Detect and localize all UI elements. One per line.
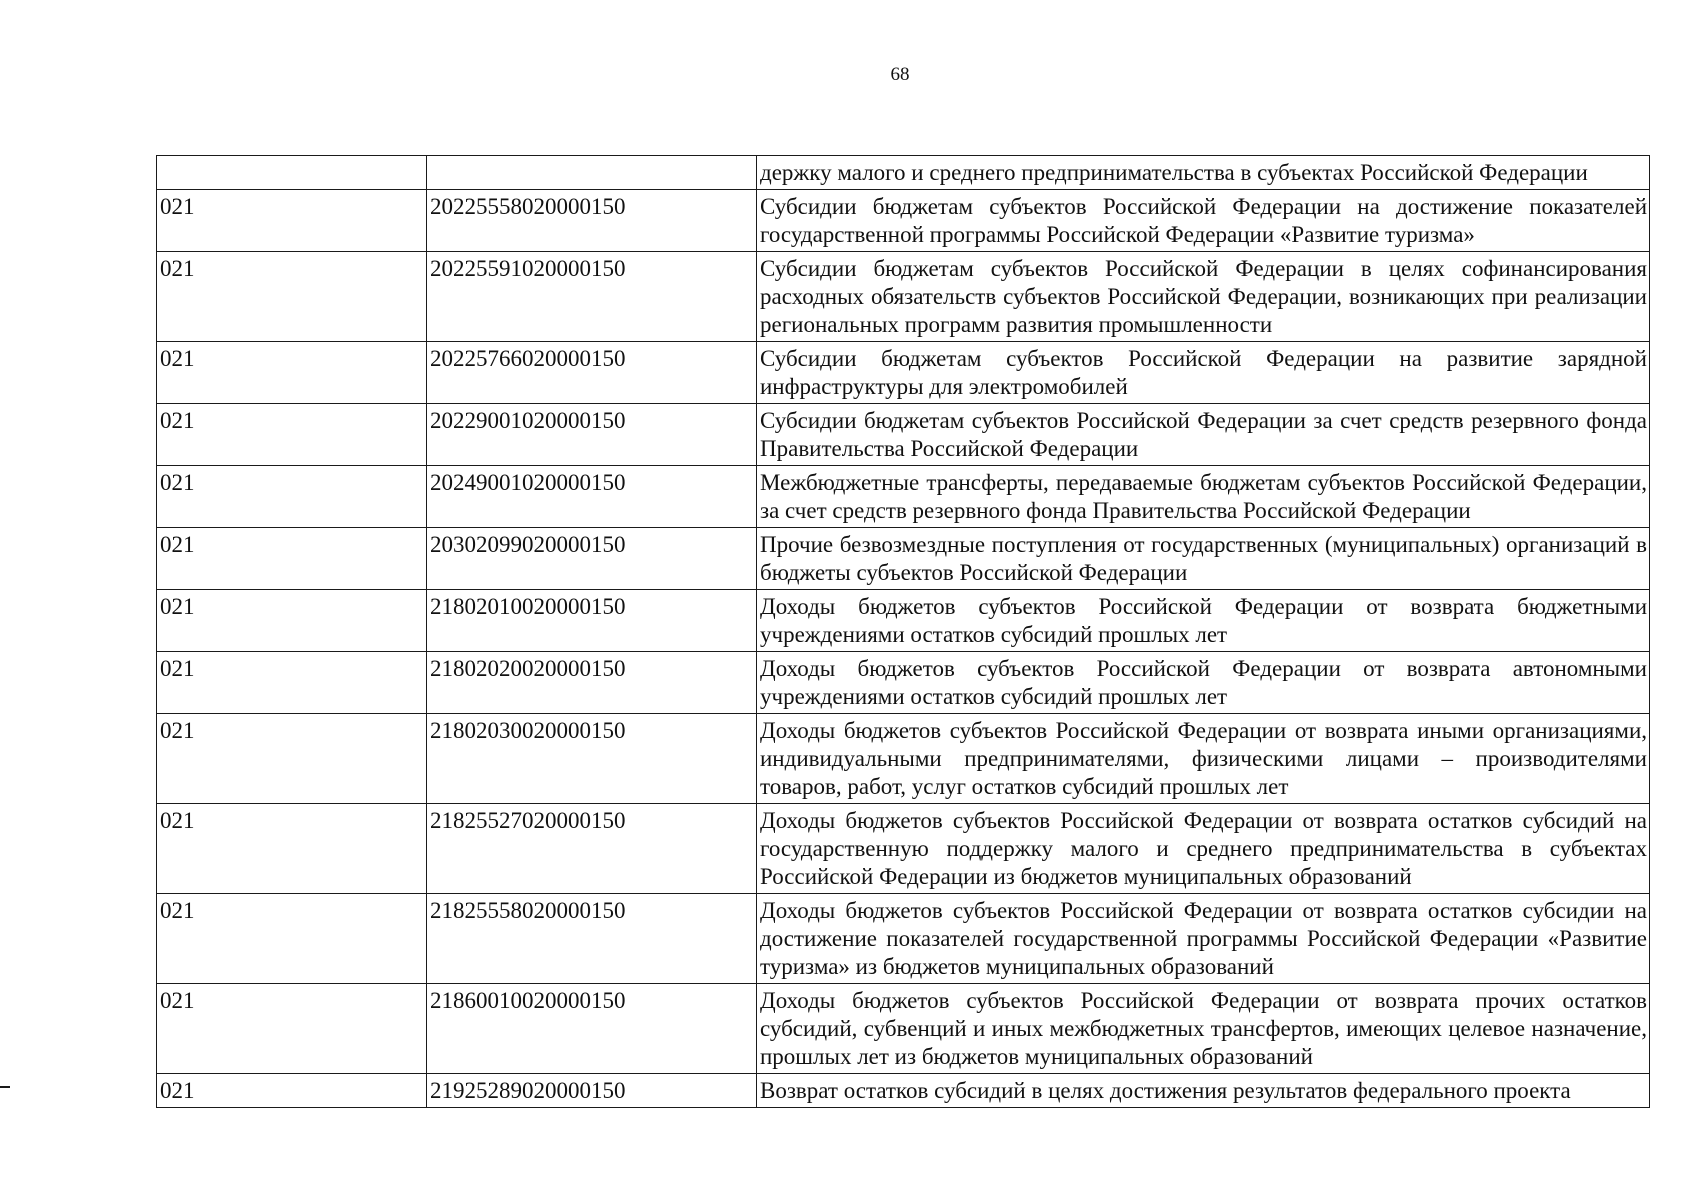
table-row — [157, 404, 1650, 466]
admin-code-cell: 021 — [157, 252, 427, 342]
budget-code-cell: 20225766020000150 — [427, 342, 757, 404]
budget-code-cell: 21825527020000150 — [427, 804, 757, 894]
table-row — [157, 1074, 1650, 1108]
income-name-cell: Доходы бюджетов субъектов Российской Федерации от возврата иными организациями, индивидуальными предпринимателями, физическими лицами – производителями товаров, работ, услуг остатков субсидий прошлых лет — [757, 714, 1650, 804]
table-row — [157, 190, 1650, 252]
budget-code-cell: 21802020020000150 — [427, 652, 757, 714]
budget-code-cell: 21860010020000150 — [427, 984, 757, 1074]
admin-code-cell: 021 — [157, 528, 427, 590]
income-name-cell: Прочие безвозмездные поступления от государственных (муниципальных) организаций в бюджеты субъектов Российской Федерации — [757, 528, 1650, 590]
table-row — [157, 528, 1650, 590]
income-name-cell: Доходы бюджетов субъектов Российской Федерации от возврата остатков субсидии на достижение показателей государственной программы Российской Федерации «Развитие туризма» из бюджетов муниципальных образований — [757, 894, 1650, 984]
admin-code-cell: 021 — [157, 894, 427, 984]
income-name-cell: Субсидии бюджетам субъектов Российской Федерации на достижение показателей государственной программы Российской Федерации «Развитие туризма» — [757, 190, 1650, 252]
table-row — [157, 714, 1650, 804]
table-row — [157, 156, 1650, 190]
budget-code-cell — [427, 156, 757, 190]
budget-code-cell: 21802030020000150 — [427, 714, 757, 804]
admin-code-cell: 021 — [157, 1074, 427, 1108]
budget-code-cell: 20229001020000150 — [427, 404, 757, 466]
budget-code-cell: 21802010020000150 — [427, 590, 757, 652]
budget-code-cell: 20225591020000150 — [427, 252, 757, 342]
income-name-cell: Доходы бюджетов субъектов Российской Федерации от возврата прочих остатков субсидий, субвенций и иных межбюджетных трансфертов, имеющих целевое назначение, прошлых лет из бюджетов муниципальных образований — [757, 984, 1650, 1074]
admin-code-cell: 021 — [157, 404, 427, 466]
budget-code-cell: 20249001020000150 — [427, 466, 757, 528]
income-name-cell: Доходы бюджетов субъектов Российской Федерации от возврата остатков субсидий на государственную поддержку малого и среднего предпринимательства в субъектах Российской Федерации из бюджетов муниципальных образований — [757, 804, 1650, 894]
admin-code-cell: 021 — [157, 342, 427, 404]
budget-code-cell: 20225558020000150 — [427, 190, 757, 252]
table-row — [157, 894, 1650, 984]
admin-code-cell — [157, 156, 427, 190]
page-number: 68 — [890, 64, 910, 85]
income-name-cell: Возврат остатков субсидий в целях достижения результатов федерального проекта — [757, 1074, 1650, 1108]
budget-code-cell: 21825558020000150 — [427, 894, 757, 984]
table-row — [157, 342, 1650, 404]
table-row — [157, 984, 1650, 1074]
table-row — [157, 652, 1650, 714]
income-name-cell: держку малого и среднего предпринимательства в субъектах Российской Федерации — [757, 156, 1650, 190]
budget-code-cell: 21925289020000150 — [427, 1074, 757, 1108]
admin-code-cell: 021 — [157, 466, 427, 528]
table-row — [157, 252, 1650, 342]
admin-code-cell: 021 — [157, 190, 427, 252]
budget-code-cell: 20302099020000150 — [427, 528, 757, 590]
admin-code-cell: 021 — [157, 652, 427, 714]
income-name-cell: Субсидии бюджетам субъектов Российской Федерации на развитие зарядной инфраструктуры для электромобилей — [757, 342, 1650, 404]
income-name-cell: Субсидии бюджетам субъектов Российской Федерации в целях софинансирования расходных обязательств субъектов Российской Федерации, возникающих при реализации региональных программ развития промышленности — [757, 252, 1650, 342]
revenue-codes-table — [156, 155, 1650, 1108]
admin-code-cell: 021 — [157, 984, 427, 1074]
income-name-cell: Доходы бюджетов субъектов Российской Федерации от возврата автономными учреждениями остатков субсидий прошлых лет — [757, 652, 1650, 714]
table-row — [157, 590, 1650, 652]
table-row — [157, 466, 1650, 528]
margin-mark — [0, 1086, 10, 1088]
admin-code-cell: 021 — [157, 714, 427, 804]
table-row — [157, 804, 1650, 894]
income-name-cell: Межбюджетные трансферты, передаваемые бюджетам субъектов Российской Федерации, за счет средств резервного фонда Правительства Российской Федерации — [757, 466, 1650, 528]
admin-code-cell: 021 — [157, 804, 427, 894]
income-name-cell: Доходы бюджетов субъектов Российской Федерации от возврата бюджетными учреждениями остатков субсидий прошлых лет — [757, 590, 1650, 652]
admin-code-cell: 021 — [157, 590, 427, 652]
income-name-cell: Субсидии бюджетам субъектов Российской Федерации за счет средств резервного фонда Правительства Российской Федерации — [757, 404, 1650, 466]
